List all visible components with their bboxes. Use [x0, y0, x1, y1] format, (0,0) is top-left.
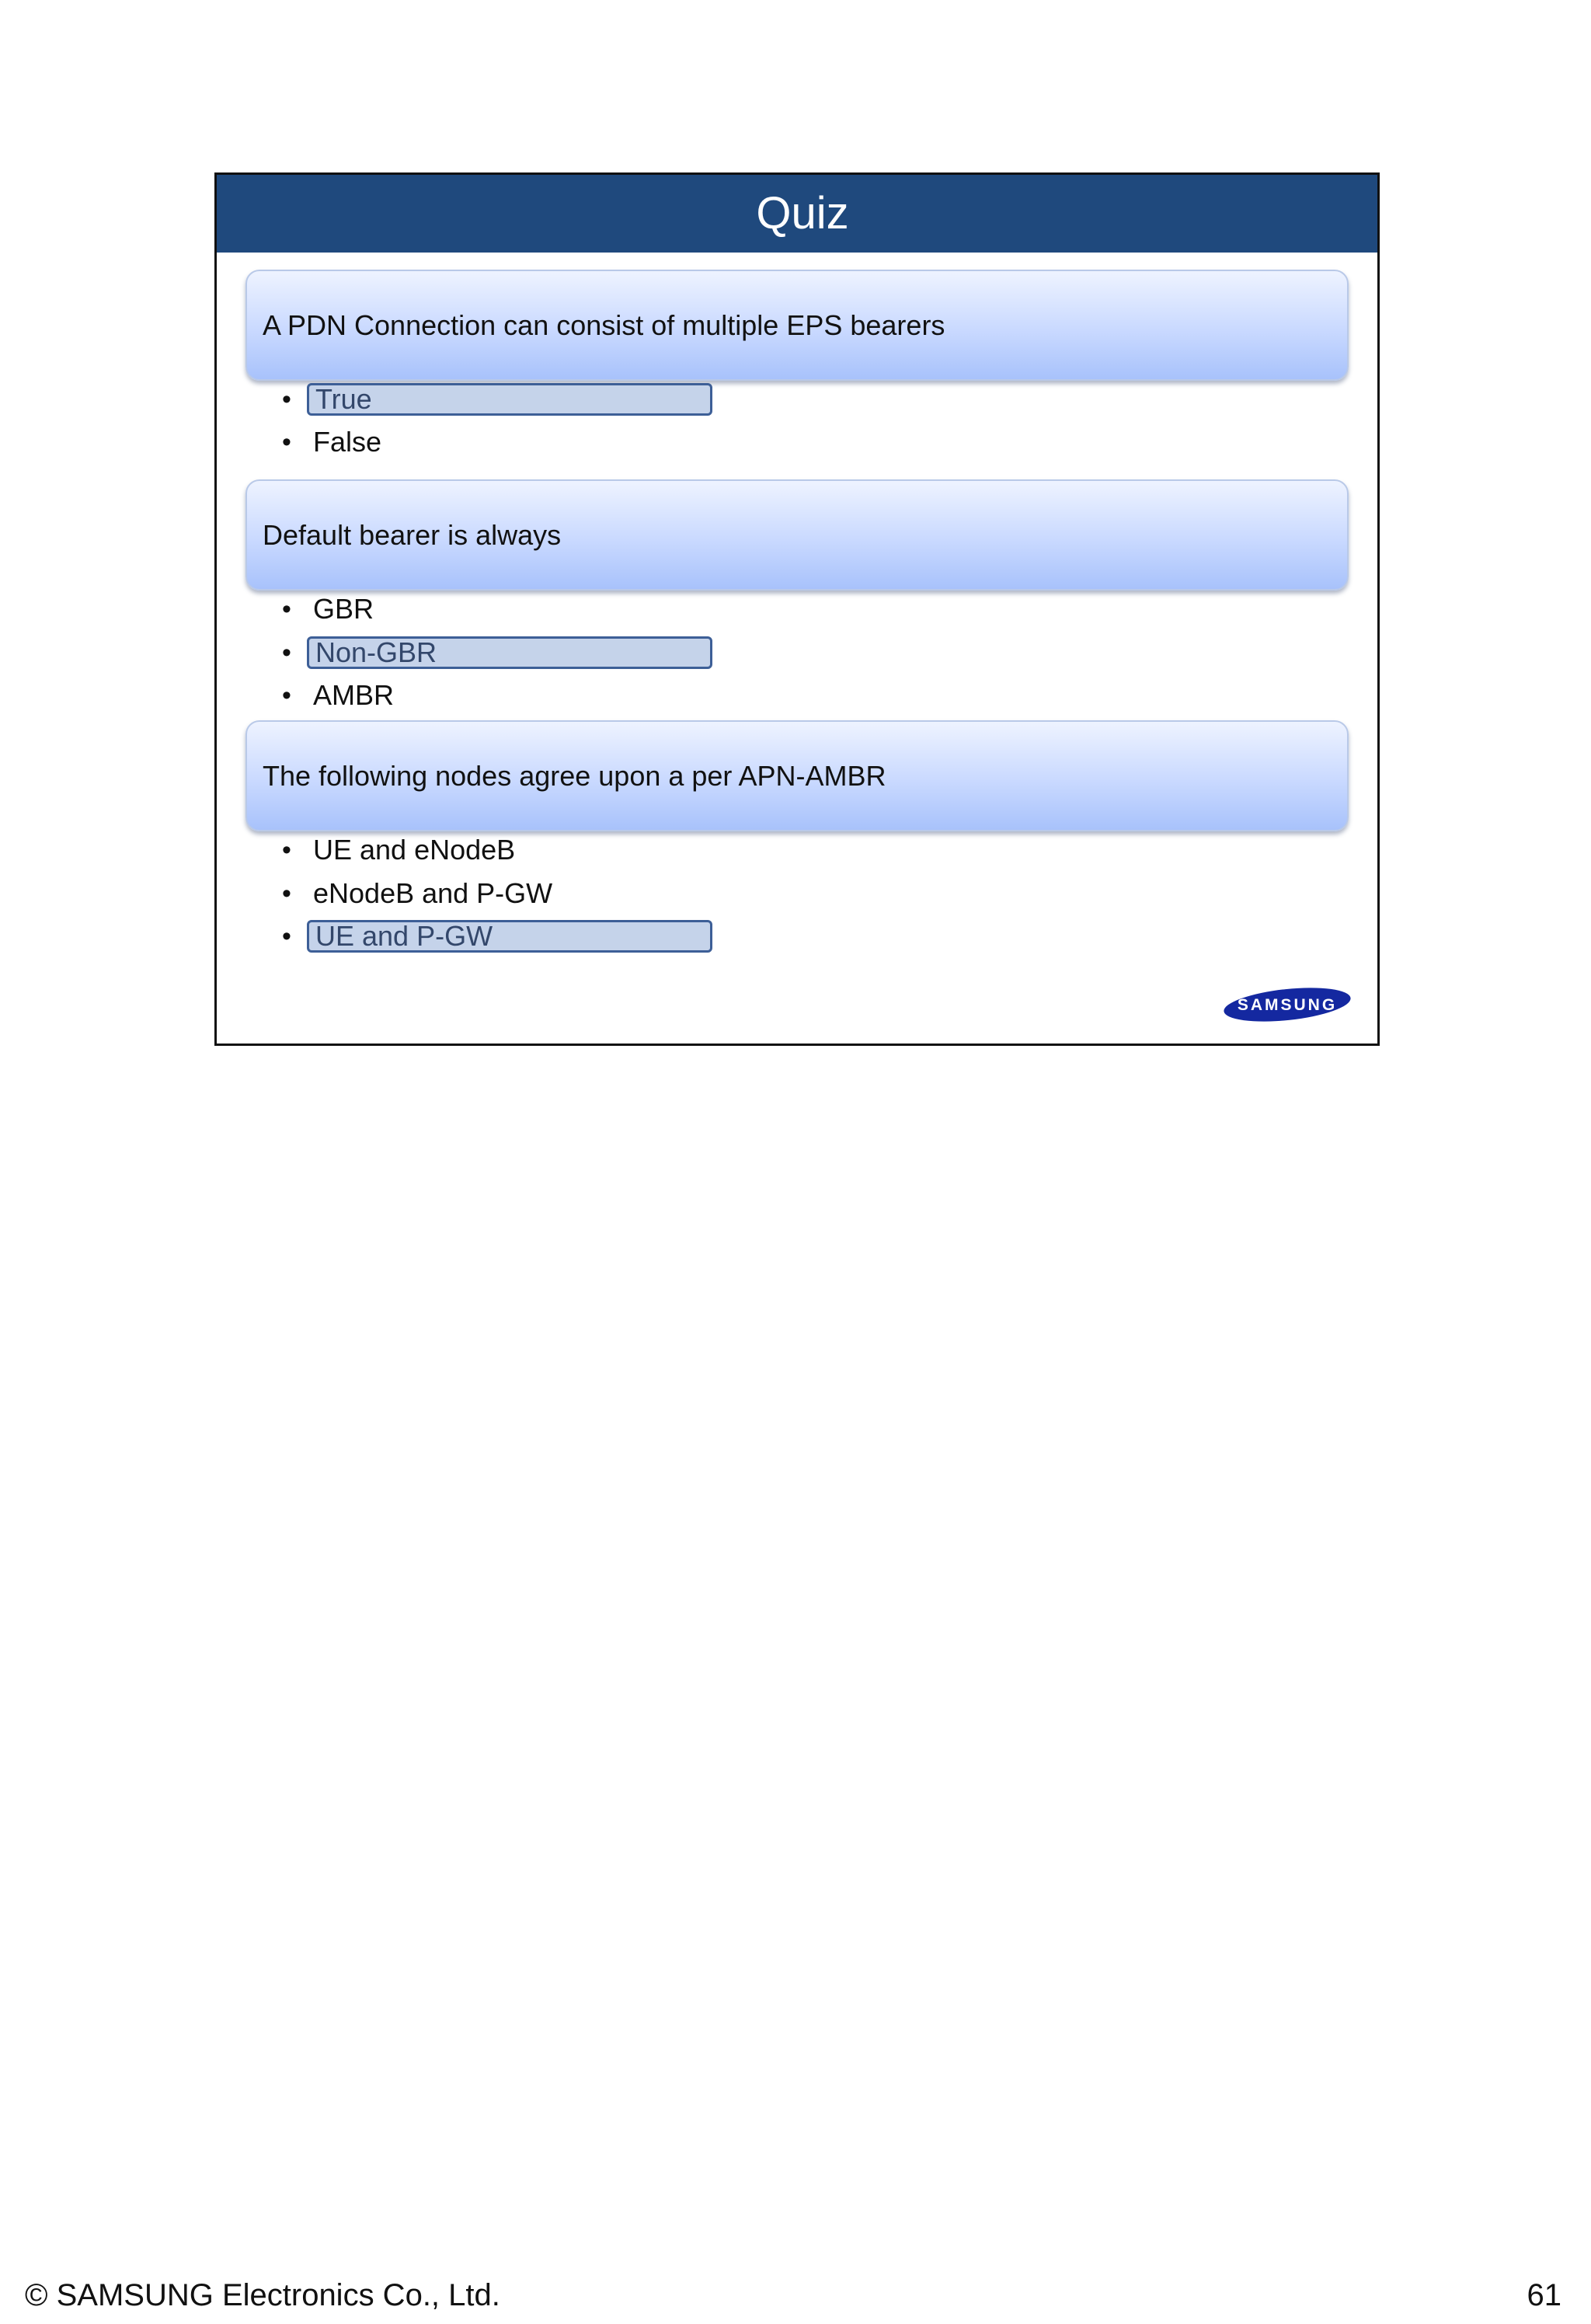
- bullet-icon: •: [282, 427, 291, 457]
- question-1-text: A PDN Connection can consist of multiple EPS bearers: [263, 308, 945, 341]
- slide-header: [217, 175, 1377, 253]
- bullet-icon: •: [282, 594, 291, 624]
- question-2-text: Default bearer is always: [263, 518, 562, 551]
- option-label: Non-GBR: [307, 636, 712, 669]
- option-label: False: [313, 426, 382, 458]
- option-label: UE and P-GW: [307, 920, 712, 953]
- bullet-icon: •: [282, 384, 291, 414]
- option-label: UE and eNodeB: [313, 834, 516, 866]
- samsung-logo: [1222, 986, 1353, 1023]
- bullet-icon: •: [282, 878, 291, 908]
- question-2-box: [245, 479, 1349, 591]
- slide-title: Quiz: [756, 188, 849, 239]
- question-2-option-gbr[interactable]: [282, 591, 374, 627]
- option-label: GBR: [313, 593, 374, 625]
- question-3-box: [245, 720, 1349, 831]
- question-3-text: The following nodes agree upon a per APN-AMBR: [263, 759, 886, 792]
- option-label: AMBR: [313, 679, 395, 711]
- footer-page-number: 61: [1527, 2278, 1561, 2312]
- question-3-option-ue-enodeb[interactable]: [282, 832, 515, 868]
- question-2-option-non-gbr[interactable]: [282, 635, 712, 671]
- question-2-option-ambr[interactable]: [282, 678, 394, 713]
- question-3-option-enodeb-pgw[interactable]: [282, 876, 552, 911]
- bullet-icon: •: [282, 834, 291, 865]
- question-3-option-ue-pgw[interactable]: [282, 918, 712, 954]
- question-1-box: [245, 270, 1349, 381]
- bullet-icon: •: [282, 637, 291, 667]
- question-1-option-true[interactable]: [282, 382, 712, 417]
- option-label: True: [307, 383, 712, 416]
- quiz-slide: [214, 172, 1380, 1046]
- bullet-icon: •: [282, 680, 291, 710]
- question-1-option-false[interactable]: [282, 424, 381, 460]
- option-label: eNodeB and P-GW: [313, 877, 553, 909]
- logo-text: SAMSUNG: [1237, 996, 1338, 1014]
- footer-copyright: © SAMSUNG Electronics Co., Ltd.: [25, 2278, 500, 2312]
- bullet-icon: •: [282, 921, 291, 951]
